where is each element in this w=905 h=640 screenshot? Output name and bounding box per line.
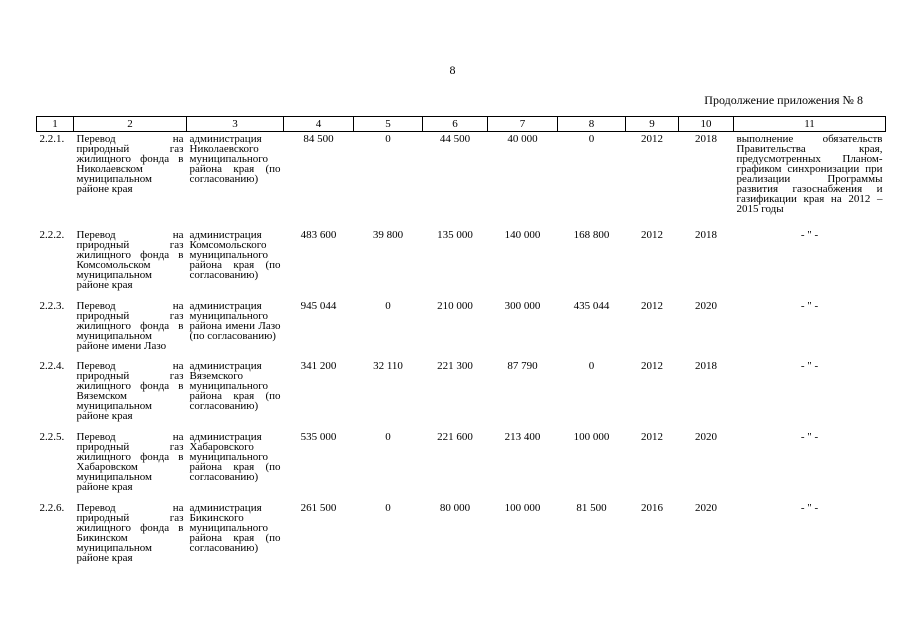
amount-col8: 435 044 [573, 299, 610, 312]
expected-result: выполнение обязательств Правительства края, предусмотренных Планом-графиком синхронизации при реализации Программы развития газоснабжения и газификации края на 2012 – 2015 годы [736, 133, 883, 215]
row-number: 2.2.4. [39, 359, 65, 372]
executor: администрация Николаевского муниципального района края (по согласованию) [189, 133, 281, 185]
page-number: 8 [449, 63, 456, 77]
measure-name: Перевод на природный газ жилищного фонда в Вяземском муниципальном районе края [76, 359, 184, 422]
total-amount: 84 500 [303, 133, 334, 145]
amount-col7: 213 400 [504, 430, 541, 443]
end-year: 2020 [695, 299, 717, 312]
end-year: 2020 [695, 501, 717, 514]
table-row [37, 228, 886, 299]
amount-col8: 0 [588, 359, 595, 372]
expected-result: - " - [800, 501, 819, 514]
executor: администрация Вяземского муниципального района края (по согласованию) [189, 359, 281, 412]
amount-col5: 0 [385, 299, 391, 312]
measure-name: Перевод на природный газ жилищного фонда в Николаевском муниципальном районе края [76, 133, 184, 195]
end-year: 2018 [695, 359, 717, 372]
amount-col7: 40 000 [507, 133, 538, 145]
start-year: 2012 [641, 228, 663, 241]
row-number: 2.2.2. [39, 228, 65, 241]
executor: администрация муниципального района имени Лазо (по согласованию) [189, 299, 281, 342]
amount-col6: 221 300 [437, 359, 473, 372]
expected-result: - " - [800, 299, 819, 312]
executor: администрация Бикинского муниципального района края (по согласованию) [189, 501, 281, 554]
table-header-row [37, 117, 886, 132]
amount-col8: 81 500 [576, 501, 607, 514]
table-row [37, 299, 886, 359]
expected-result: - " - [800, 228, 819, 241]
program-table [36, 116, 886, 573]
table-row [37, 359, 886, 430]
amount-col8: 0 [588, 133, 595, 145]
total-amount: 341 200 [300, 359, 337, 372]
amount-col6: 44 500 [439, 133, 471, 145]
col-header-8: 8 [558, 117, 626, 132]
amount-col8: 168 800 [573, 228, 610, 241]
row-number: 2.2.6. [39, 501, 65, 514]
table-row [37, 430, 886, 501]
amount-col5: 32 110 [373, 359, 403, 372]
measure-name: Перевод на природный газ жилищного фонда в муниципальном районе имени Лазо [76, 299, 184, 352]
measure-name: Перевод на природный газ жилищного фонда в Бикинском муниципальном районе края [76, 501, 184, 564]
executor: администрация Хабаровского муниципального района края (по согласованию) [189, 430, 281, 483]
col-header-5: 5 [354, 117, 423, 132]
start-year: 2012 [641, 133, 663, 145]
start-year: 2012 [641, 299, 663, 312]
amount-col6: 80 000 [439, 501, 471, 514]
col-header-3: 3 [187, 117, 284, 132]
start-year: 2012 [641, 430, 663, 443]
row-number: 2.2.1. [39, 133, 65, 145]
col-header-4: 4 [284, 117, 354, 132]
start-year: 2012 [641, 359, 663, 372]
col-header-11: 11 [734, 117, 886, 132]
col-header-7: 7 [488, 117, 558, 132]
measure-name: Перевод на природный газ жилищного фонда в Комсомольском муниципальном районе края [76, 228, 184, 291]
row-number: 2.2.5. [39, 430, 65, 443]
amount-col7: 300 000 [504, 299, 541, 312]
col-header-6: 6 [423, 117, 488, 132]
end-year: 2018 [695, 228, 717, 241]
expected-result: - " - [800, 359, 819, 372]
col-header-2: 2 [74, 117, 187, 132]
start-year: 2016 [641, 501, 663, 514]
row-number: 2.2.3. [39, 299, 65, 312]
end-year: 2020 [695, 430, 717, 443]
total-amount: 535 000 [300, 430, 337, 443]
amount-col7: 87 790 [507, 359, 538, 372]
table-row [37, 132, 886, 228]
col-header-9: 9 [626, 117, 679, 132]
end-year: 2018 [695, 133, 717, 145]
expected-result: - " - [800, 430, 819, 443]
amount-col6: 210 000 [437, 299, 473, 312]
amount-col5: 0 [385, 430, 391, 443]
executor: администрация Комсомольского муниципального района края (по согласованию) [189, 228, 281, 281]
total-amount: 261 500 [300, 501, 337, 514]
total-amount: 483 600 [300, 228, 337, 241]
col-header-10: 10 [679, 117, 734, 132]
total-amount: 945 044 [300, 299, 337, 312]
amount-col5: 0 [385, 133, 391, 145]
col-header-1: 1 [37, 117, 74, 132]
continuation-label: Продолжение приложения № 8 [704, 93, 863, 107]
amount-col7: 100 000 [504, 501, 541, 514]
table-row [37, 501, 886, 573]
amount-col5: 39 800 [372, 228, 404, 241]
amount-col5: 0 [385, 501, 391, 514]
amount-col7: 140 000 [504, 228, 541, 241]
amount-col8: 100 000 [573, 430, 610, 443]
amount-col6: 221 600 [437, 430, 473, 443]
measure-name: Перевод на природный газ жилищного фонда в Хабаровском муниципальном районе края [76, 430, 184, 493]
amount-col6: 135 000 [437, 228, 473, 241]
